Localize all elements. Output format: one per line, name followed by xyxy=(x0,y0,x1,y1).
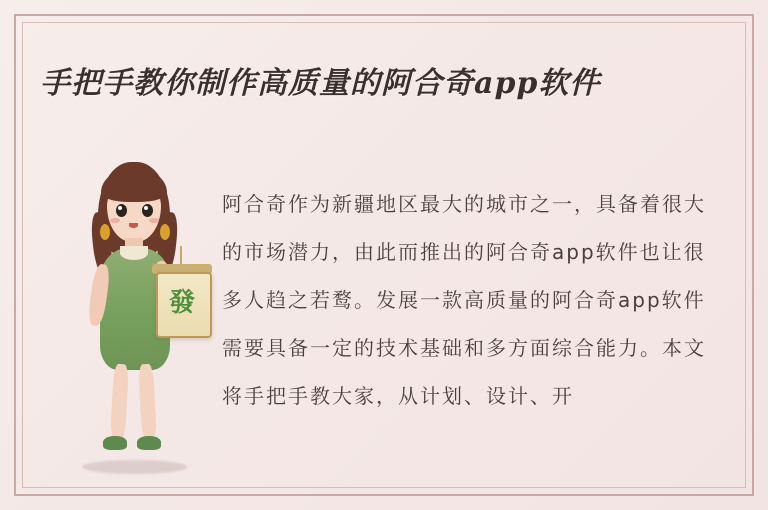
lantern-string xyxy=(180,246,182,266)
left-eye-highlight xyxy=(118,206,122,210)
poster-title: 手把手教你制作高质量的阿合奇app软件 xyxy=(40,66,601,101)
left-leg xyxy=(110,364,129,441)
mouth xyxy=(129,223,138,228)
lantern-character: 發 xyxy=(168,288,195,318)
left-shoe xyxy=(103,436,127,450)
right-earring xyxy=(160,224,170,240)
right-leg xyxy=(138,364,157,441)
right-eye-highlight xyxy=(144,206,148,210)
right-shoe xyxy=(137,436,161,450)
figure-shadow xyxy=(82,460,187,474)
left-blush xyxy=(110,218,120,223)
dress-collar xyxy=(120,246,148,260)
right-blush xyxy=(149,218,159,223)
poster-body-text: 阿合奇作为新疆地区最大的城市之一，具备着很大的市场潜力，由此而推出的阿合奇app软件也让很多人趋之若鹜。发展一款高质量的阿合奇app软件需要具备一定的技术基础和多方面综合能力。本文将手把手教大家，从计划、设计、开 xyxy=(222,192,706,408)
left-earring xyxy=(100,224,110,240)
girl-illustration xyxy=(60,160,210,480)
